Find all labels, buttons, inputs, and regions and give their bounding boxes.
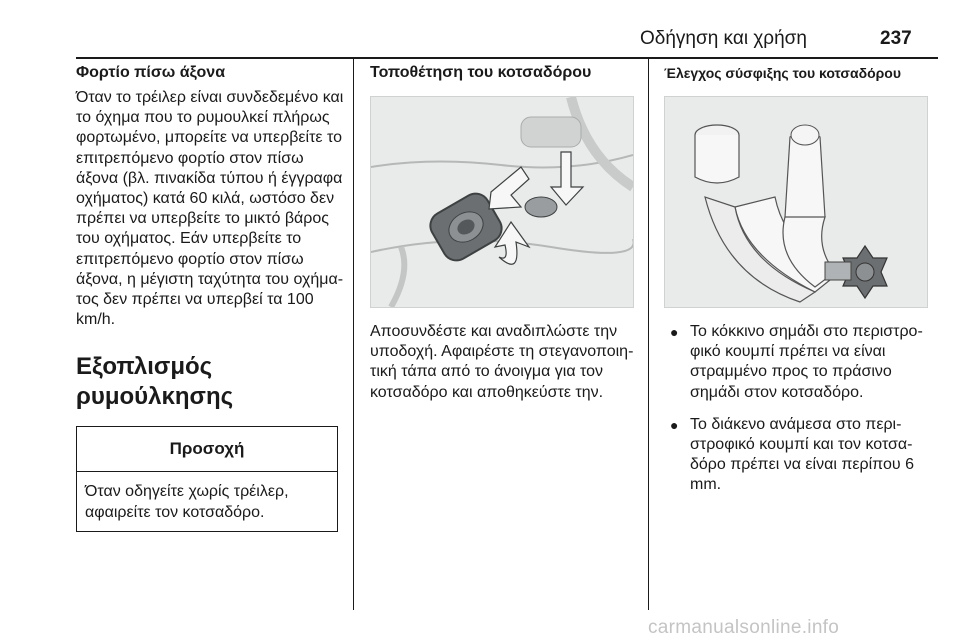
towbar-ball-figure [664,96,928,308]
column-divider-1 [353,58,354,610]
caution-text: Όταν οδηγείτε χωρίς τρέιλερ, αφαιρείτε τον κοτσαδόρο. [85,483,289,521]
caution-title: Προσοχή [77,427,337,472]
watermark: carmanualsonline.info [648,617,840,638]
towbar-check-bullets [664,322,936,496]
check-towbar-heading: Έλεγχος σύσφιξης του κοτσαδόρου [664,65,901,81]
bullet-text: Το διάκενο ανάμεσα στο περιστροφικό κουμπί και τον κοτσαδόρο πρέπει να είναι περίπου 6 mm. [690,415,914,494]
caution-box [76,426,338,531]
list-item [664,415,936,496]
running-header-title: Οδήγηση και χρήση [640,28,807,49]
left-column [76,62,346,532]
rear-axle-load-heading: Φορτίο πίσω άξονα [76,64,226,81]
rear-axle-load-text: Όταν το τρέιλερ είναι συνδεδεμένο και το όχημα που το ρυμουλκεί πλήρως φορτωμένο, μπορείτε να υπερβείτε το επιτρεπόμενο φορτίο στον πίσω άξονα (βλ. πινακίδα τύπου ή έγγραφα οχήματος) κατά 60 κιλά, ωστόσο δεν πρέπει να υπερβείτε το μικτό βάρος του οχήματος. Εάν υπερβείτε το επιτρεπόμενο φορτίο στον πίσω άξονα, η μέγιστη ταχύτητα του οχήματος δεν πρέπει να υπερβεί τα 100 km/h. [76,89,344,329]
page-number: 237 [880,28,912,49]
middle-column [370,62,635,403]
bullet-icon: ● [670,324,679,340]
fitting-towbar-text: Αποσυνδέστε και αναδιπλώστε την υποδοχή. Αφαιρέστε τη στεγανοποιητική τάπα από το άνοιγμα για τον κοτσαδόρο και αποθηκεύστε την. [370,323,634,401]
bullet-text: Το κόκκινο σημάδι στο περιστροφικό κουμπί πρέπει να είναι στραμμένο προς το πράσινο σημάδι στον κοτσαδόρο. [690,323,923,401]
header-rule [76,57,938,59]
right-column [664,62,936,508]
fitting-towbar-heading: Τοποθέτηση του κοτσαδόρου [370,64,592,81]
towbar-socket-cap-illustration-icon [371,97,633,307]
tow-bar-ball-illustration-icon [665,97,927,307]
towbar-socket-figure [370,96,634,308]
column-divider-2 [648,58,649,610]
list-item [664,322,936,403]
bullet-icon: ● [670,416,679,433]
towing-equipment-heading: Εξοπλισμός ρυμούλκησης [76,353,234,411]
